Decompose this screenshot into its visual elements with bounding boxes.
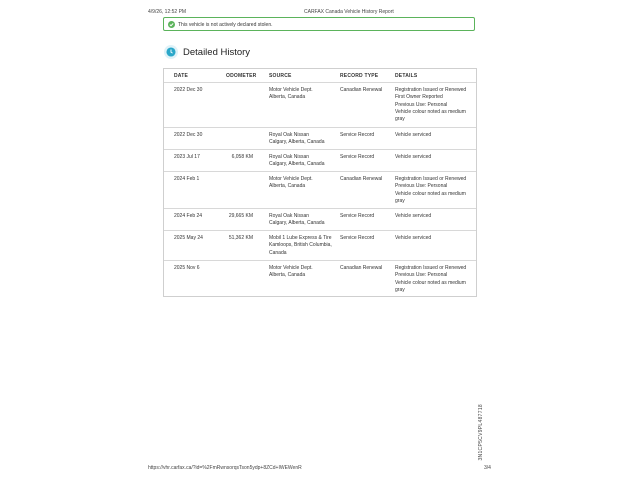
row-source: Motor Vehicle Dept. Alberta, Canada (269, 176, 313, 190)
stolen-status-banner (163, 17, 475, 31)
row-details: Registration Issued or Renewed Previous Use: Personal Vehicle colour noted as medium gray (395, 176, 467, 204)
table-header (164, 69, 476, 83)
row-record-type: Service Record (340, 154, 375, 160)
row-details: Vehicle serviced (395, 235, 432, 241)
row-details: Vehicle serviced (395, 154, 432, 160)
row-source: Mobil 1 Lube Express & Tire Kamloops, British Columbia, Canada (269, 235, 332, 256)
check-circle-icon (168, 21, 175, 28)
detailed-history-table (163, 68, 477, 297)
row-date: 2024 Feb 24 (174, 213, 203, 219)
row-date: 2025 May 24 (174, 235, 203, 241)
stolen-status-text: This vehicle is not actively declared stolen. (178, 21, 273, 28)
vin-number: 3N1CP5CV9PL487718 (478, 404, 484, 461)
row-details: Registration Issued or Renewed Previous Use: Personal Vehicle colour noted as medium gray (395, 265, 467, 293)
row-date: 2023 Jul 17 (174, 154, 200, 160)
row-date: 2022 Dec 30 (174, 132, 203, 138)
row-odometer: 6,058 KM (231, 154, 253, 160)
row-source: Royal Oak Nissan Calgary, Alberta, Canada (269, 132, 325, 146)
column-header-odometer: ODOMETER (226, 73, 257, 79)
column-header-details: DETAILS (395, 73, 418, 79)
table-row (164, 82, 476, 128)
report-url-link[interactable]: https://vhr.carfax.ca/?id=%2FmRwnsorqsTson5ydp+8ZCd+IWEWenR (148, 465, 302, 471)
document-title: CARFAX Canada Vehicle History Report (304, 9, 394, 15)
column-header-source: SOURCE (269, 73, 292, 79)
row-record-type: Canadian Renewal (340, 265, 383, 271)
row-details: Registration Issued or Renewed First Owner Reported Previous Use: Personal Vehicle colour noted as medium gray (395, 87, 467, 123)
table-row (164, 208, 476, 231)
page-number: 3/4 (484, 465, 491, 471)
print-datetime: 4/9/26, 12:52 PM (148, 9, 187, 15)
section-title: Detailed History (183, 47, 251, 58)
row-date: 2025 Nov 6 (174, 265, 200, 271)
row-details: Vehicle serviced (395, 132, 432, 138)
row-record-type: Canadian Renewal (340, 87, 383, 93)
table-row (164, 149, 476, 172)
table-row (164, 127, 476, 150)
row-record-type: Canadian Renewal (340, 176, 383, 182)
table-row (164, 230, 476, 261)
table-row (164, 260, 476, 296)
row-details: Vehicle serviced (395, 213, 432, 219)
row-date: 2022 Dec 30 (174, 87, 203, 93)
history-icon (164, 45, 178, 59)
row-odometer: 51,362 KM (228, 235, 253, 241)
row-odometer: 29,665 KM (228, 213, 253, 219)
row-source: Royal Oak Nissan Calgary, Alberta, Canada (269, 213, 325, 227)
row-source: Motor Vehicle Dept. Alberta, Canada (269, 265, 313, 279)
row-record-type: Service Record (340, 235, 375, 241)
row-record-type: Service Record (340, 213, 375, 219)
row-source: Motor Vehicle Dept. Alberta, Canada (269, 87, 313, 101)
row-source: Royal Oak Nissan Calgary, Alberta, Canada (269, 154, 325, 168)
row-record-type: Service Record (340, 132, 375, 138)
row-date: 2024 Feb 1 (174, 176, 200, 182)
column-header-record-type: RECORD TYPE (340, 73, 379, 79)
table-row (164, 171, 476, 209)
column-header-date: DATE (174, 73, 189, 79)
